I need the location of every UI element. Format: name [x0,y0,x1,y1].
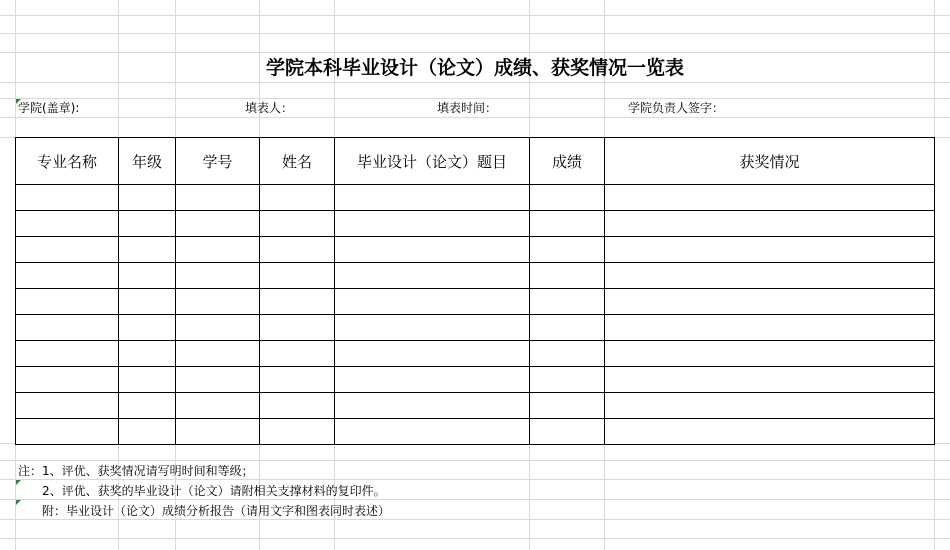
table-cell[interactable] [605,185,935,211]
table-cell[interactable] [260,315,335,341]
table-cell[interactable] [176,341,260,367]
table-cell[interactable] [260,263,335,289]
table-cell[interactable] [335,289,530,315]
header-grade[interactable]: 年级 [119,138,176,185]
table-cell[interactable] [530,185,605,211]
table-cell[interactable] [119,211,176,237]
table-cell[interactable] [176,419,260,445]
table-row [16,393,935,419]
table-cell[interactable] [530,237,605,263]
table-cell[interactable] [176,289,260,315]
table-row [16,315,935,341]
table-cell[interactable] [260,341,335,367]
table-cell[interactable] [605,237,935,263]
table-cell[interactable] [530,263,605,289]
table-cell[interactable] [176,237,260,263]
fill-time-label: 填表时间： [437,101,498,115]
table-cell[interactable] [260,237,335,263]
table-row [16,263,935,289]
table-cell[interactable] [335,393,530,419]
table-cell[interactable] [260,367,335,393]
table-cell[interactable] [605,315,935,341]
header-major[interactable]: 专业名称 [16,138,119,185]
table-cell[interactable] [119,289,176,315]
table-cell[interactable] [119,185,176,211]
header-student-id[interactable]: 学号 [176,138,260,185]
table-cell[interactable] [16,211,119,237]
table-cell[interactable] [335,419,530,445]
table-cell[interactable] [16,393,119,419]
note-1: 注：1、评优、获奖情况请写明时间和等级； [18,464,254,478]
header-name[interactable]: 姓名 [260,138,335,185]
table-cell[interactable] [16,315,119,341]
table-cell[interactable] [605,341,935,367]
table-cell[interactable] [16,185,119,211]
table-cell[interactable] [335,211,530,237]
filler-label: 填表人： [245,101,294,115]
table-cell[interactable] [335,237,530,263]
table-cell[interactable] [530,341,605,367]
table-cell[interactable] [530,367,605,393]
table-cell[interactable] [16,341,119,367]
table-cell[interactable] [119,393,176,419]
signature-label: 学院负责人签字： [628,101,725,115]
table-cell[interactable] [16,237,119,263]
table-cell[interactable] [119,419,176,445]
table-cell[interactable] [605,263,935,289]
table-cell[interactable] [119,315,176,341]
table-row [16,341,935,367]
table-cell[interactable] [119,341,176,367]
college-seal-label: 学院(盖章): [18,101,80,115]
table-cell[interactable] [530,289,605,315]
table-cell[interactable] [260,185,335,211]
table-cell[interactable] [530,211,605,237]
table-cell[interactable] [335,185,530,211]
document-title: 学院本科毕业设计（论文）成绩、获奖情况一览表 [265,57,684,79]
table-row [16,237,935,263]
table-cell[interactable] [335,367,530,393]
appendix-note: 附：毕业设计（论文）成绩分析报告（请用文字和图表同时表述） [42,504,391,518]
table-row [16,289,935,315]
table-header-row [16,138,935,185]
table-cell[interactable] [176,263,260,289]
table-row [16,419,935,445]
table-cell[interactable] [176,393,260,419]
note-2: 2、评优、获奖的毕业设计（论文）请附相关支撑材料的复印件。 [42,484,386,498]
table-cell[interactable] [119,367,176,393]
table-cell[interactable] [530,393,605,419]
table-cell[interactable] [605,289,935,315]
table-cell[interactable] [605,367,935,393]
table-cell[interactable] [335,315,530,341]
table-body [16,185,935,445]
table-cell[interactable] [530,315,605,341]
table-cell[interactable] [605,419,935,445]
cell-marker-icon [16,500,21,505]
table-cell[interactable] [176,185,260,211]
table-cell[interactable] [260,289,335,315]
cell-marker-icon [16,480,21,485]
table-cell[interactable] [119,237,176,263]
table-cell[interactable] [16,263,119,289]
table-cell[interactable] [530,419,605,445]
table-row [16,185,935,211]
table-cell[interactable] [176,315,260,341]
table-cell[interactable] [260,211,335,237]
table-cell[interactable] [16,419,119,445]
header-score[interactable]: 成绩 [530,138,605,185]
table-cell[interactable] [260,419,335,445]
table-cell[interactable] [335,263,530,289]
table-cell[interactable] [16,367,119,393]
table-cell[interactable] [605,211,935,237]
table-cell[interactable] [605,393,935,419]
header-thesis-title[interactable]: 毕业设计（论文）题目 [335,138,530,185]
results-table [15,137,935,445]
header-awards[interactable]: 获奖情况 [605,138,935,185]
table-cell[interactable] [176,211,260,237]
table-cell[interactable] [335,341,530,367]
table-row [16,211,935,237]
table-cell[interactable] [176,367,260,393]
table-row [16,367,935,393]
table-cell[interactable] [16,289,119,315]
table-cell[interactable] [260,393,335,419]
table-cell[interactable] [119,263,176,289]
